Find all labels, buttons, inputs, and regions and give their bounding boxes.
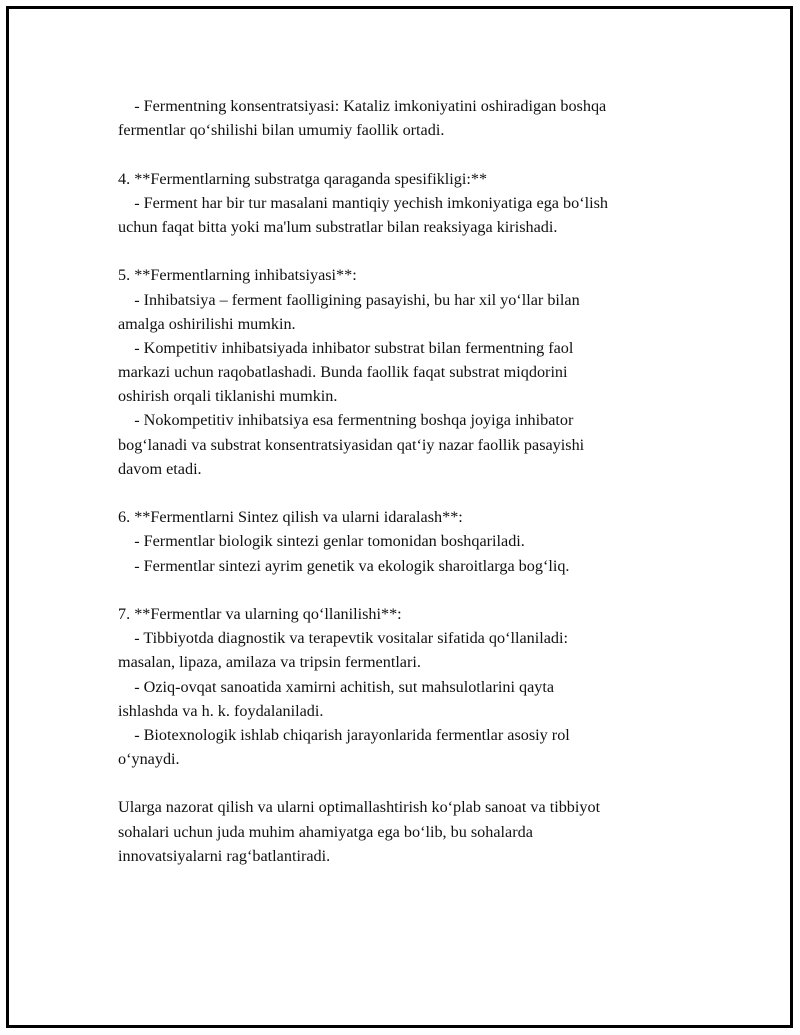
document-body [118,94,698,868]
blank-line [118,142,698,166]
text-line: masalan, lipaza, amilaza va tripsin fermentlari. [118,653,421,672]
text-line: o‘ynaydi. [118,750,180,769]
text-line: - Kompetitiv inhibatsiyada inhibator substrat bilan fermentning faol [118,338,574,357]
text-line: davom etadi. [118,459,202,478]
text-line: - Biotexnologik ishlab chiqarish jarayonlarida fermentlar asosiy rol [118,725,570,744]
section-heading: 6. **Fermentlarni Sintez qilish va ularni idaralash**: [118,508,463,527]
text-line: - Inhibatsiya – ferment faolligining pasayishi, bu har xil yo‘llar bilan [118,290,580,309]
text-line: innovatsiyalarni rag‘batlantiradi. [118,846,331,865]
text-line: - Fermentlar sintezi ayrim genetik va ekologik sharoitlarga bog‘liq. [118,556,570,575]
text-line: - Fermentning konsentratsiyasi: Kataliz imkoniyatini oshiradigan boshqa [118,97,607,115]
text-line: fermentlar qo‘shilishi bilan umumiy faollik ortadi. [118,121,445,140]
text-line: bog‘lanadi va substrat konsentratsiyasidan qat‘iy nazar faollik pasayishi [118,435,585,454]
text-line: Ularga nazorat qilish va ularni optimallashtirish ko‘plab sanoat va tibbiyot [118,798,601,817]
section-heading: 7. **Fermentlar va ularning qo‘llanilishi**: [118,604,402,623]
text-line: amalga oshirilishi mumkin. [118,314,296,333]
text-line: - Oziq-ovqat sanoatida xamirni achitish, sut mahsulotlarini qayta [118,677,555,696]
blank-line [118,239,698,263]
text-line: - Ferment har bir tur masalani mantiqiy yechish imkoniyatiga ega bo‘lish [118,193,609,212]
text-line: - Tibbiyotda diagnostik va terapevtik vositalar sifatida qo‘llaniladi: [118,629,569,648]
blank-line [118,481,698,505]
document-page [6,6,793,1028]
section-heading: 4. **Fermentlarning substratga qaraganda spesifikligi:** [118,169,488,188]
blank-line [118,578,698,602]
text-line: - Nokompetitiv inhibatsiya esa fermentning boshqa joyiga inhibator [118,411,574,430]
section-heading: 5. **Fermentlarning inhibatsiyasi**: [118,266,357,285]
text-line: oshirish orqali tiklanishi mumkin. [118,387,338,406]
text-line: sohalari uchun juda muhim ahamiyatga ega bo‘lib, bu sohalarda [118,822,533,841]
text-line: markazi uchun raqobatlashadi. Bunda faollik faqat substrat miqdorini [118,363,568,382]
text-line: ishlashda va h. k. foydalaniladi. [118,701,324,720]
text-line: uchun faqat bitta yoki ma'lum substratlar bilan reaksiyaga kirishadi. [118,217,558,236]
blank-line [118,771,698,795]
text-line: - Fermentlar biologik sintezi genlar tomonidan boshqariladi. [118,532,525,551]
